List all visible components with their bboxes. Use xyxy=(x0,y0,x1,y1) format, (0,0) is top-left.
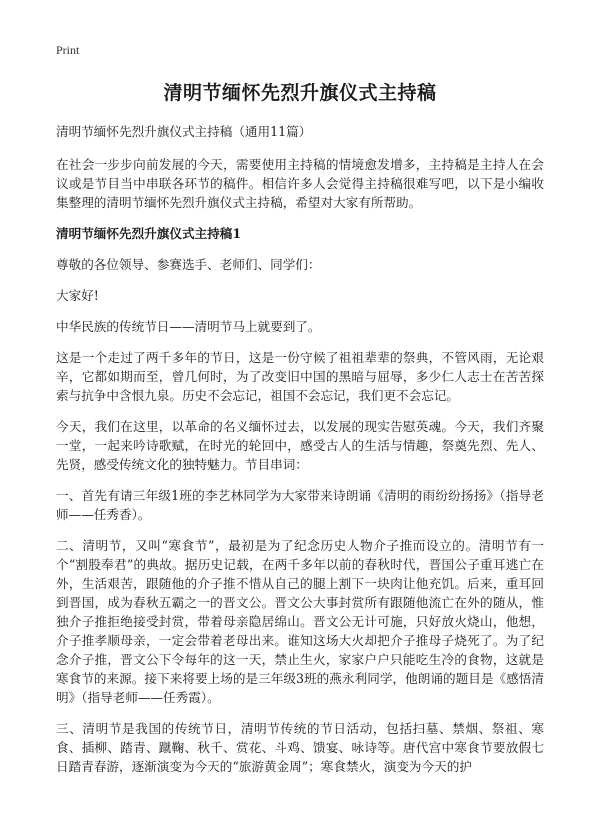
print-link[interactable]: Print xyxy=(56,43,80,57)
paragraph-greeting: 尊敬的各位领导、参赛选手、老师们、同学们： xyxy=(56,257,321,272)
section-heading: 清明节缅怀先烈升旗仪式主持稿1 xyxy=(56,226,242,241)
paragraph-festival: 中华民族的传统节日——清明节马上就要到了。 xyxy=(56,319,321,334)
paragraph-history: 这是一个走过了两千多年的节日，这是一份守候了祖祖辈辈的祭典，不管风雨，无论艰辛，它都如期而至，曾几何时，为了改变旧中国的黑暗与屈辱，多少仁人志士在苦苦探索与抗争中含恨九泉。历史不会忘记，祖国不会忘记，我们更不会忘记。 xyxy=(56,350,544,403)
paragraph-item-three: 三、清明节是我国的传统节日，清明节传统的节日活动，包括扫墓、禁烟、祭祖、寒食、插柳、踏青、蹴鞠、秋千、赏花、斗鸡、馈宴、咏诗等。唐代宫中寒食节要放假七日踏青春游，逐渐演变为今天的“旅游黄金周”；寒食禁火，演变为今天的护 xyxy=(56,721,544,774)
paragraph-today: 今天，我们在这里，以革命的名义缅怀过去，以发展的现实告慰英魂。今天，我们齐聚一堂，一起来吟诗歌赋，在时光的轮回中，感受古人的生活与情趣，祭奠先烈、先人、先贤，感受传统文化的独特魅力。节目串词： xyxy=(56,419,544,472)
paragraph-item-two: 二、清明节，又叫“寒食节”，最初是为了纪念历史人物介子推而设立的。清明节有一个“割股奉君”的典故。据历史记载，在两千多年以前的春秋时代，晋国公子重耳逃亡在外，生活艰苦，跟随他的介子推不惜从自己的腿上割下一块肉让他充饥。后来，重耳回到晋国，成为春秋五霸之一的晋文公。晋文公大事封赏所有跟随他流亡在外的随从，惟独介子推拒绝接受封赏，带着母亲隐居绵山。晋文公无计可施，只好放火烧山，他想，介子推孝顺母亲，一定会带着老母出来。谁知这场大火却把介子推母子烧死了。为了纪念介子推，晋文公下令每年的这一天，禁止生火，家家户户只能吃生冷的食物，这就是寒食节的来源。接下来将要上场的是三年级3班的燕永利同学，他朗诵的题目是《感悟清明》（指导老师——任秀霞）。 xyxy=(56,538,544,705)
paragraph-hello: 大家好! xyxy=(56,288,99,303)
document-page xyxy=(56,42,544,788)
paragraph-item-one: 一、首先有请三年级1班的李艺林同学为大家带来诗朗诵《清明的雨纷纷扬扬》（指导老师——任秀香）。 xyxy=(56,488,544,522)
document-subtitle: 清明节缅怀先烈升旗仪式主持稿（通用11篇） xyxy=(56,124,312,139)
intro-paragraph: 在社会一步步向前发展的今天，需要使用主持稿的情境愈发增多，主持稿是主持人在会议或是节目当中串联各环节的稿件。相信许多人会觉得主持稿很难写吧，以下是小编收集整理的清明节缅怀先烈升旗仪式主持稿，希望对大家有所帮助。 xyxy=(56,157,544,210)
document-title: 清明节缅怀先烈升旗仪式主持稿 xyxy=(163,82,437,104)
